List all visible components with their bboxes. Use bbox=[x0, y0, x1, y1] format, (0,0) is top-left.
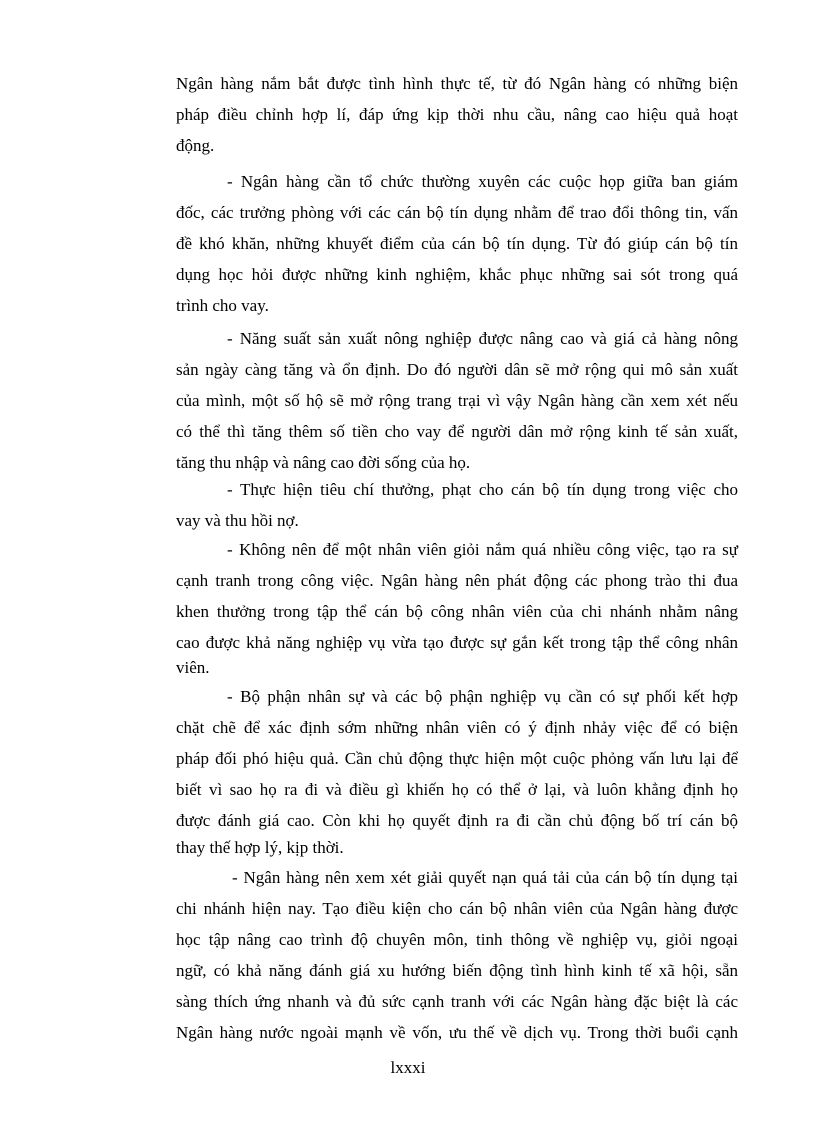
text-line: đốc, các trưởng phòng với các cán bộ tín dụng nhằm để trao đổi thông tin, vấn bbox=[176, 203, 738, 222]
text-line: - Ngân hàng nên xem xét giải quyết nạn quá tải của cán bộ tín dụng tại bbox=[232, 868, 738, 887]
text-line: đề khó khăn, những khuyết điểm của cán bộ tín dụng. Từ đó giúp cán bộ tín bbox=[176, 234, 738, 253]
text-line: khen thưởng trong tập thể cán bộ công nhân viên của chi nhánh nhằm nâng bbox=[176, 602, 738, 621]
text-line: chặt chẽ để xác định sớm những nhân viên có ý định nhảy việc để có biện bbox=[176, 718, 738, 737]
text-line: - Không nên để một nhân viên giỏi nắm quá nhiều công việc, tạo ra sự bbox=[227, 540, 738, 559]
text-line: biết vì sao họ ra đi và điều gì khiến họ có thể ở lại, và luôn khẳng định họ bbox=[176, 780, 738, 799]
text-line: - Bộ phận nhân sự và các bộ phận nghiệp vụ cần có sự phối kết hợp bbox=[227, 687, 738, 706]
text-line: tăng thu nhập và nâng cao đời sống của họ. bbox=[176, 453, 471, 472]
text-line: cạnh tranh trong công việc. Ngân hàng nên phát động các phong trào thi đua bbox=[176, 571, 738, 590]
text-line: ngữ, có khả năng đánh giá xu hướng biến động tình hình kinh tế xã hội, sẵn bbox=[176, 961, 738, 980]
text-line: chi nhánh hiện nay. Tạo điều kiện cho cán bộ nhân viên của Ngân hàng được bbox=[176, 899, 738, 918]
page-number: lxxxi bbox=[390, 1058, 426, 1077]
text-line: trình cho vay. bbox=[176, 296, 269, 315]
text-line: sản ngày càng tăng và ổn định. Do đó người dân sẽ mở rộng qui mô sản xuất bbox=[176, 360, 738, 379]
text-line: pháp đối phó hiệu quả. Cần chủ động thực hiện một cuộc phỏng vấn lưu lại để bbox=[176, 749, 738, 768]
text-line: viên. bbox=[176, 658, 210, 677]
text-line: Ngân hàng nước ngoài mạnh về vốn, ưu thế về dịch vụ. Trong thời buổi cạnh bbox=[176, 1023, 738, 1042]
text-line: sàng thích ứng nhanh và đủ sức cạnh tranh với các Ngân hàng đặc biệt là các bbox=[176, 992, 738, 1011]
text-line: - Năng suất sản xuất nông nghiệp được nâng cao và giá cả hàng nông bbox=[227, 329, 738, 348]
text-line: Ngân hàng nắm bắt được tình hình thực tế, từ đó Ngân hàng có những biện bbox=[176, 74, 738, 93]
text-line: của mình, một số hộ sẽ mở rộng trang trại vì vậy Ngân hàng cần xem xét nếu bbox=[176, 391, 738, 410]
text-line: vay và thu hồi nợ. bbox=[176, 511, 299, 530]
text-line: cao được khả năng nghiệp vụ vừa tạo được sự gắn kết trong tập thể công nhân bbox=[176, 633, 738, 652]
text-line: có thể thì tăng thêm số tiền cho vay để người dân mở rộng kinh tế sản xuất, bbox=[176, 422, 738, 441]
text-line: - Thực hiện tiêu chí thưởng, phạt cho cán bộ tín dụng trong việc cho bbox=[227, 480, 738, 499]
text-line: học tập nâng cao trình độ chuyên môn, tinh thông về nghiệp vụ, giỏi ngoại bbox=[176, 930, 738, 949]
text-line: thay thế hợp lý, kịp thời. bbox=[176, 838, 344, 857]
text-line: động. bbox=[176, 136, 215, 155]
text-line: được đánh giá cao. Còn khi họ quyết định ra đi cần chủ động bố trí cán bộ bbox=[176, 811, 738, 830]
text-line: dụng học hỏi được những kinh nghiệm, khắc phục những sai sót trong quá bbox=[176, 265, 738, 284]
text-line: pháp điều chỉnh hợp lí, đáp ứng kịp thời nhu cầu, nâng cao hiệu quả hoạt bbox=[176, 105, 738, 124]
text-line: - Ngân hàng cần tổ chức thường xuyên các cuộc họp giữa ban giám bbox=[227, 172, 738, 191]
